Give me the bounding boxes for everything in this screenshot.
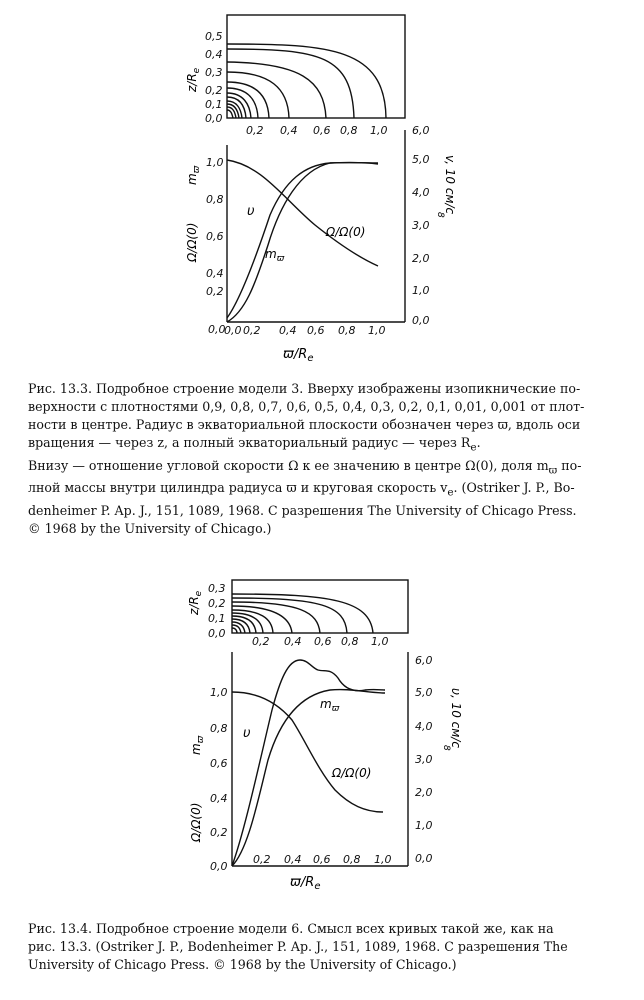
- fig1-z-axis-label: $z/R_e$: [185, 67, 202, 92]
- caption-line: лной массы внутри цилиндра радиуса ϖ и круговая скорость $v_e$. (Ostriker J. P., Bo-: [28, 480, 575, 499]
- z-tick: 0,1: [208, 612, 226, 625]
- caption-line: Рис. 13.3. Подробное строение модели 3. Вверху изображены изопикнические по-: [28, 381, 581, 396]
- fig2-omega-curve: [232, 692, 383, 812]
- fig2-top-frame: [232, 580, 408, 633]
- left-tick: 0,8: [210, 722, 228, 735]
- fig1-right-axis-label: v, 10 см/с: [443, 155, 457, 215]
- caption-line: © 1968 by the University of Chicago.): [28, 520, 272, 536]
- left-tick: 0,6: [210, 757, 228, 770]
- x-tick: 1,0: [370, 124, 388, 137]
- x-tick: 0,4: [279, 324, 297, 337]
- x-tick: 1,0: [368, 324, 386, 337]
- fig1-right-axis-exp: 8: [435, 212, 445, 218]
- fig2-top-panel: [232, 580, 408, 633]
- x-tick: 0,2: [253, 853, 271, 866]
- caption-line: вращения — через z, а полный экваториальный радиус — через $R_e$.: [28, 435, 481, 454]
- right-tick: 3,0: [415, 753, 433, 766]
- left-tick: 0,2: [206, 285, 224, 298]
- right-tick: 2,0: [412, 252, 430, 265]
- x-tick: 0,2: [246, 124, 264, 137]
- x-tick: 1,0: [374, 853, 392, 866]
- x-tick: 0,4: [284, 635, 302, 648]
- z-tick: 0,0: [208, 627, 226, 640]
- right-tick: 6,0: [415, 654, 433, 667]
- x-tick: 0,8: [343, 853, 361, 866]
- x-tick: 0,8: [341, 635, 359, 648]
- caption-line: верхности с плотностями 0,9, 0,8, 0,7, 0,6, 0,5, 0,4, 0,3, 0,2, 0,1, 0,01, 0,001 от плот-: [28, 399, 585, 414]
- caption-line: Рис. 13.4. Подробное строение модели 6. Смысл всех кривых такой же, как на: [28, 921, 554, 936]
- z-tick: 0,5: [205, 30, 223, 43]
- x-tick: 0,8: [340, 124, 358, 137]
- x-tick: 0,4: [280, 124, 298, 137]
- fig2-label-m: $m_ϖ$: [320, 697, 340, 714]
- x-tick: 0,6: [314, 635, 332, 648]
- left-tick: 0,4: [206, 267, 224, 280]
- left-tick: 0,4: [210, 792, 228, 805]
- left-tick: 0,0: [208, 323, 226, 336]
- x-tick: 0,6: [313, 124, 331, 137]
- fig1-bottom-panel: [227, 130, 405, 322]
- x-tick: 0,6: [307, 324, 325, 337]
- fig1-contour: [227, 49, 354, 118]
- left-tick: 0,0: [210, 860, 228, 873]
- z-tick: 0,3: [208, 582, 226, 595]
- right-tick: 5,0: [415, 686, 433, 699]
- right-tick: 0,0: [412, 314, 430, 327]
- z-tick: 0,0: [205, 112, 223, 125]
- right-tick: 0,0: [415, 852, 433, 865]
- z-tick: 0,2: [208, 597, 226, 610]
- x-tick: 0,6: [313, 853, 331, 866]
- fig1-label-v: υ: [247, 204, 255, 219]
- caption-line: рис. 13.3. (Ostriker J. P., Bodenheimer P. Ap. J., 151, 1089, 1968. С разрешения The: [28, 939, 568, 954]
- fig2-left-axis-label: Ω/Ω(0): [189, 802, 203, 842]
- caption-fig-13-4: [28, 920, 618, 974]
- x-tick: 0,2: [252, 635, 270, 648]
- z-tick: 0,3: [205, 66, 223, 79]
- fig1-left-axis-label: Ω/Ω(0): [185, 222, 199, 262]
- fig1-label-omega: Ω/Ω(0): [326, 225, 366, 239]
- left-tick: 1,0: [210, 686, 228, 699]
- fig1-contour: [227, 44, 386, 118]
- fig2-label-v: υ: [243, 726, 251, 741]
- x-tick: 0,8: [338, 324, 356, 337]
- fig2-label-omega: Ω/Ω(0): [332, 766, 372, 780]
- right-tick: 4,0: [412, 186, 430, 199]
- fig2-left-axis-label-m: $m_ϖ$: [189, 735, 206, 755]
- right-tick: 5,0: [412, 153, 430, 166]
- right-tick: 1,0: [415, 819, 433, 832]
- fig2-right-axis-exp: 8: [441, 745, 451, 751]
- caption-fig-13-3: [28, 380, 618, 538]
- fig1-top-panel: [227, 15, 405, 118]
- right-tick: 2,0: [415, 786, 433, 799]
- fig1-bottom-ticks: [206, 124, 430, 337]
- fig1-x-axis-label: $ϖ/R_e$: [283, 347, 314, 364]
- z-tick: 0,1: [205, 98, 223, 111]
- x-tick: 0,0: [224, 324, 242, 337]
- z-tick: 0,4: [205, 48, 223, 61]
- left-tick: 1,0: [206, 156, 224, 169]
- caption-line: Внизу — отношение угловой скорости Ω к ее значению в центре Ω(0), доля $m_ϖ$ по-: [28, 457, 582, 477]
- fig2-contour: [232, 594, 373, 633]
- caption-line: denheimer P. Ap. J., 151, 1089, 1968. С разрешения The University of Chicago Press.: [28, 502, 577, 518]
- fig1-m-curve: [227, 163, 378, 322]
- fig2-right-axis-label: υ, 10 см/с: [449, 688, 463, 748]
- fig2-x-axis-label: $ϖ/R_e$: [290, 875, 321, 892]
- x-tick: 0,2: [243, 324, 261, 337]
- left-tick: 0,2: [210, 826, 228, 839]
- fig2-top-ticks: [208, 582, 389, 648]
- fig2-contour: [232, 628, 237, 633]
- fig1-contour: [227, 82, 269, 118]
- caption-line: ности в центре. Радиус в экваториальной плоскости обозначен через ϖ, вдоль оси: [28, 417, 581, 432]
- fig1-label-m: $m_ϖ$: [265, 247, 285, 264]
- x-tick: 0,4: [284, 853, 302, 866]
- fig2-bottom-panel: [232, 652, 408, 866]
- fig1-left-axis-label-m: $m_ϖ$: [185, 165, 202, 185]
- fig1-contour: [227, 110, 233, 118]
- right-tick: 6,0: [412, 124, 430, 137]
- fig2-z-axis-label: $z/R_e$: [187, 590, 204, 615]
- left-tick: 0,8: [206, 193, 224, 206]
- right-tick: 3,0: [412, 219, 430, 232]
- fig2-bottom-ticks: [210, 654, 433, 873]
- left-tick: 0,6: [206, 230, 224, 243]
- z-tick: 0,2: [205, 84, 223, 97]
- caption-line: University of Chicago Press. © 1968 by the University of Chicago.): [28, 957, 457, 972]
- x-tick: 1,0: [371, 635, 389, 648]
- right-tick: 1,0: [412, 284, 430, 297]
- right-tick: 4,0: [415, 720, 433, 733]
